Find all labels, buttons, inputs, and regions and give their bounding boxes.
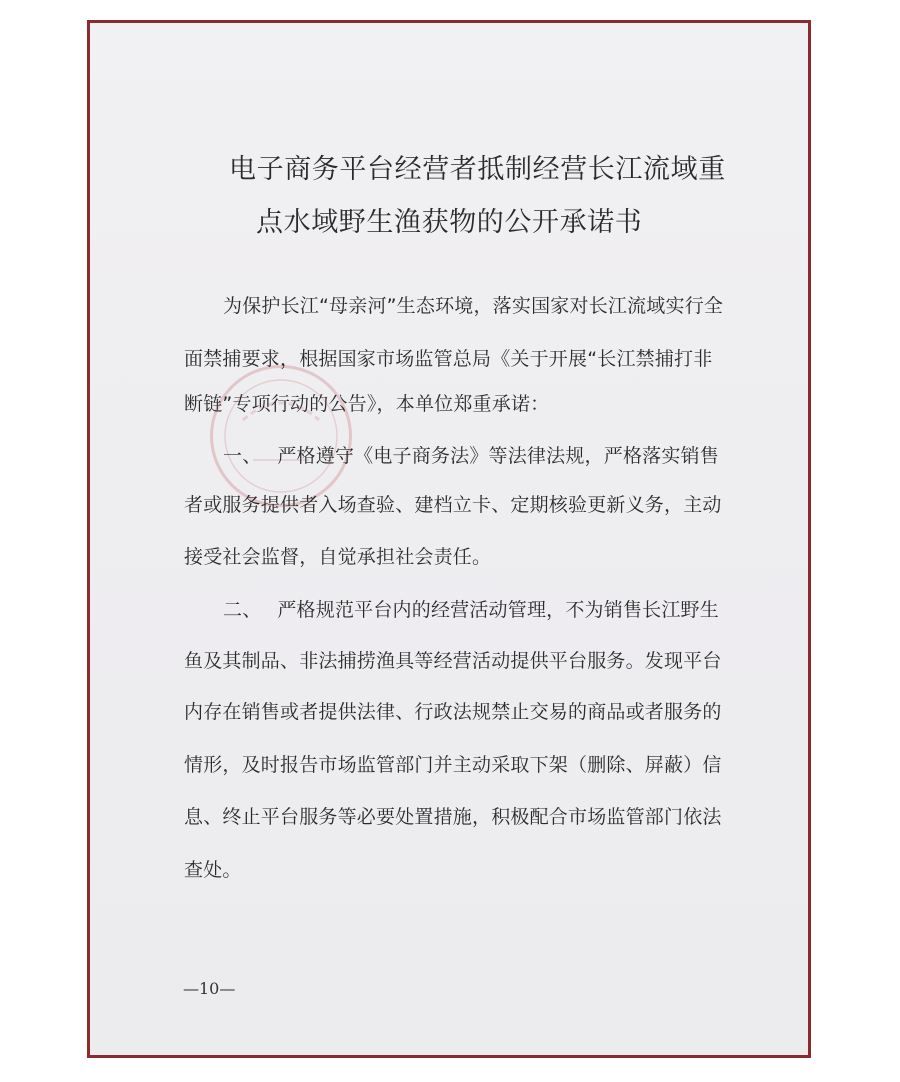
clause-2-text-line: 内存在销售或者提供法律、行政法规禁止交易的商品或者服务的 <box>184 701 722 723</box>
official-seal-stamp <box>210 365 352 507</box>
clause-1-text-line: 一、 严格遵守《电子商务法》等法律法规，严格落实销售 <box>223 445 719 467</box>
body-text-line: 为保护长江“母亲河”生态环境，落实国家对长江流域实行全 <box>223 295 724 317</box>
clause-1-text-line: 者或服务提供者入场查验、建档立卡、定期核验更新义务，主动 <box>184 494 722 516</box>
clause-1-text-line: 接受社会监督，自觉承担社会责任。 <box>184 546 492 568</box>
document-title-line-1: 电子商务平台经营者抵制经营长江流域重 <box>229 154 726 185</box>
document-page <box>87 20 811 1058</box>
clause-2-text-line: 鱼及其制品、非法捕捞渔具等经营活动提供平台服务。发现平台 <box>184 650 722 672</box>
document-title-line-2: 点水域野生渔获物的公开承诺书 <box>256 207 643 238</box>
page-number: —10— <box>183 979 236 998</box>
body-text-line: 断链”专项行动的公告》，本单位郑重承诺： <box>184 393 550 415</box>
clause-2-text-line: 情形，及时报告市场监管部门并主动采取下架（删除、屏蔽）信 <box>184 754 722 776</box>
clause-2-text-line: 查处。 <box>184 859 242 881</box>
clause-2-text-line: 二、 严格规范平台内的经营活动管理，不为销售长江野生 <box>223 599 719 621</box>
body-text-line: 面禁捕要求，根据国家市场监管总局《关于开展“长江禁捕打非 <box>184 348 713 370</box>
clause-2-text-line: 息、终止平台服务等必要处置措施，积极配合市场监管部门依法 <box>184 806 722 828</box>
